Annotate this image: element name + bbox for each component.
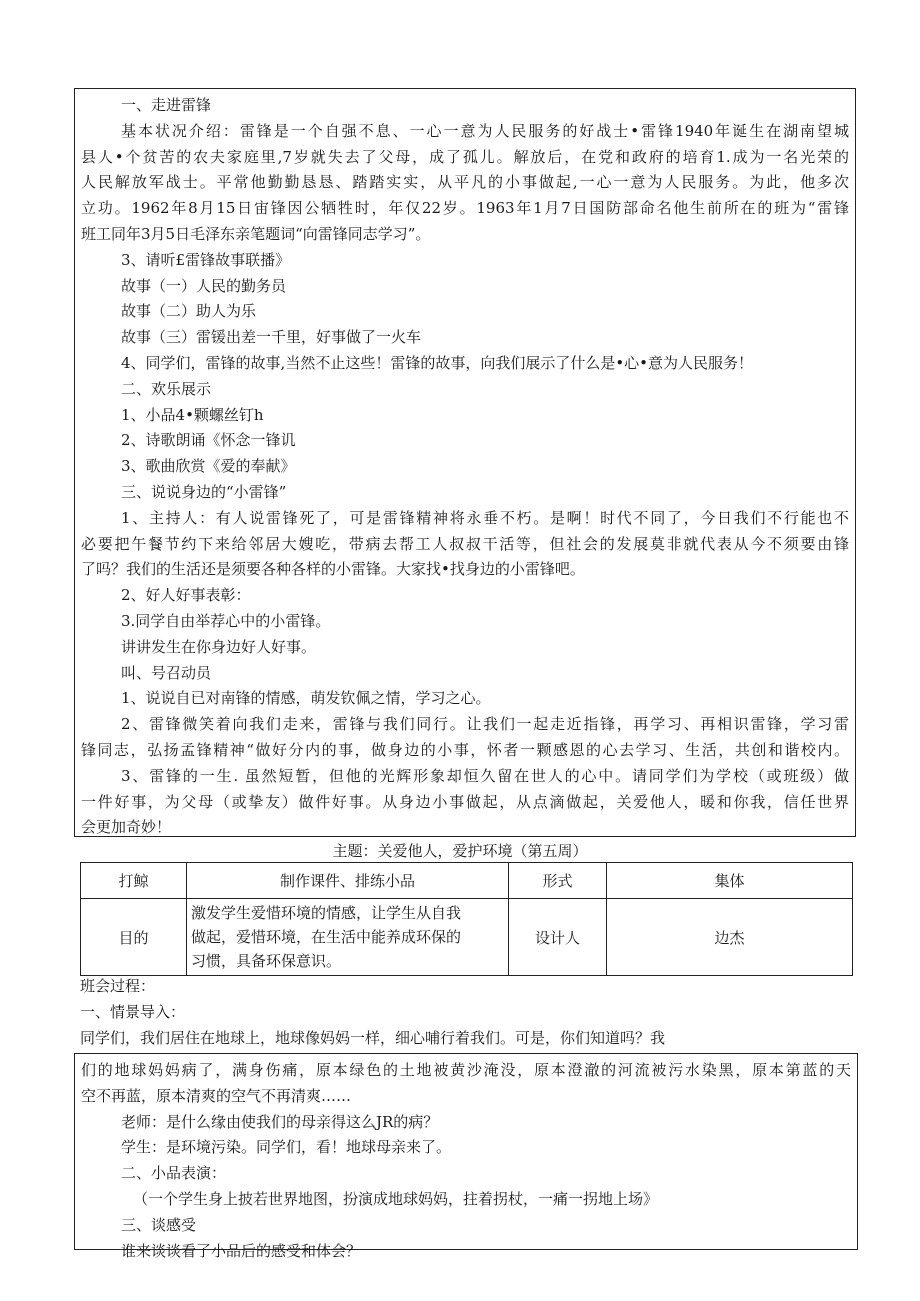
- list-item: 1、小品4•颗螺丝钉h: [121, 405, 264, 424]
- intro-heading: 一、情景导入：: [80, 1003, 186, 1021]
- list-item: 讲讲发生在你身边好人好事。: [121, 637, 317, 656]
- heading-happy-show: 二、欢乐展示: [121, 379, 212, 398]
- process-label: 班会过程：: [80, 977, 156, 995]
- list-item: 故事（一）人民的勤务员: [121, 276, 287, 295]
- table-cell: 形式: [509, 863, 607, 899]
- intro-line: 同学们，我们居住在地球上，地球像妈妈一样，细心哺行着我们。可是，你们知道吗？我: [80, 1029, 666, 1047]
- table-cell: 边杰: [607, 899, 853, 976]
- theme-title: 主题：关爱他人，爱护环境（第五周）: [332, 842, 588, 860]
- paragraph-line: 1、主持人：有人说雷锋死了，可是雷锋精神将永垂不朽。是啊！时代不同了，今日我们不行能也不: [121, 508, 849, 527]
- table-cell: 设计人: [509, 899, 607, 976]
- heading-feelings: 三、谈感受: [121, 1215, 197, 1234]
- paragraph-line: 班工同年3月5日毛泽东亲笔题词“向雷锋同志学习”。: [81, 224, 431, 243]
- paragraph-line: 会更加奇妙！: [81, 818, 172, 837]
- list-item: 3、请听£雷锋故事联播》: [121, 250, 291, 269]
- paragraph-line: 了吗？我们的生活还是须要各种各样的小雷锋。大家找•找身边的小雷锋吧。: [81, 560, 585, 579]
- table-cell: 制作课件、排练小品: [187, 863, 509, 899]
- heading-skit: 二、小品表演：: [121, 1164, 227, 1183]
- class-meeting-info-table: [80, 862, 853, 976]
- list-item: 故事（三）雷锾出差一千里，好事做了一火车: [121, 328, 422, 347]
- paragraph-line: 基本状况介绍：雷锋是一个自强不息、一心一意为人民服务的好战士•雷锋1940年诞生在湖南望城: [121, 121, 849, 140]
- earth-section-box: [74, 1053, 858, 1260]
- table-cell: 目的: [81, 899, 187, 976]
- table-cell: 集体: [607, 863, 853, 899]
- list-item: 1、说说自已对南锋的情感，萌发钦佩之情，学习之心。: [121, 689, 491, 708]
- paragraph-line: 县人•个贫苦的农夫家庭里,7岁就失去了父母，成了孤儿。解放后，在党和政府的培育1.成为一名光荣的: [81, 147, 849, 166]
- purpose-line: 激发学生爱惜环境的情感，让学生从自我: [191, 904, 462, 922]
- heading-call-to-action: 叫、号召动员: [121, 663, 212, 682]
- list-item: 故事（二）助人为乐: [121, 302, 257, 321]
- list-item: 4、同学们，雷锋的故事,当然不止这些！雷锋的故事，向我们展示了什么是•心•意为人民服务！: [121, 353, 754, 372]
- question-line: 谁来谈谈看了小品后的感受和体会？: [121, 1241, 362, 1260]
- paragraph-line: 2、雷锋微笑着向我们走来，雷锋与我们同行。让我们一起走近指锋，再学习、再相识雷锋，学习雷: [121, 715, 849, 734]
- paragraph-line: 们的地球妈妈病了，满身伤痛，原本绿色的土地被黄沙淹没，原本澄澈的河流被污水染黑，原本第蓝的天: [81, 1061, 851, 1079]
- paragraph-line: 必要把午餐节约下来给邻居大嫂吃，带病去帮工人叔叔干活等，但社会的发展莫非就代表从今不须要由锋: [81, 534, 849, 553]
- dialogue-line: 老师：是什么缘由使我们的母亲得这么JR的病？: [121, 1112, 439, 1131]
- table-row: [81, 899, 853, 976]
- list-item: 2、诗歌朗诵《怀念一锋讥: [121, 431, 296, 450]
- paragraph-line: 立功。1962年8月15日宙锋因公牺牲时，年仅22岁。1963年1月7日国防部命名他生前所在的班为“雷锋: [81, 199, 849, 218]
- purpose-line: 做起，爱惜环境，在生活中能养成环保的: [191, 928, 462, 946]
- paragraph-line: 3、雷锋的一生. 虽然短暂，但他的光辉形象却恒久留在世人的心中。请同学们为学校（或班级）做: [121, 766, 849, 785]
- paragraph-line: 人民解放军战士。平常他勤勤恳恳、踏踏实实，从平凡的小事做起,一心一意为人民服务。为此，他多次: [81, 173, 849, 192]
- list-item: 3.同学自由举荐心中的小雷锋。: [121, 611, 331, 630]
- story-section-box: [74, 88, 856, 837]
- list-item: 2、好人好事表彰：: [121, 586, 251, 605]
- purpose-line: 习惯，具备环保意识。: [191, 952, 342, 970]
- heading-approach-leifeng: 一、走进雷锋: [121, 96, 212, 114]
- list-item: 3、歌曲欣赏《爱的奉献》: [121, 457, 296, 476]
- table-row: [81, 863, 853, 899]
- stage-direction: （一个学生身上披若世界地图，扮演成地球妈妈，拄着拐杖，一痛一拐地上场》: [133, 1189, 659, 1208]
- dialogue-line: 学生：是环境污染。同学们，看！地球母亲来了。: [121, 1138, 452, 1157]
- paragraph-line: 一件好事，为父母（或挚友）做件好事。从身边小事做起，从点滴做起，关爱他人，暖和你我，信任世界: [81, 792, 849, 811]
- purpose-cell: [187, 899, 509, 976]
- heading-little-leifeng: 三、说说身边的“小雷锋”: [121, 482, 287, 501]
- paragraph-line: 锋同志，弘扬孟锋精神“做好分内的事，做身边的小事，怀者一颗感恩的心去学习、生活，共创和谐校内。: [81, 740, 849, 759]
- paragraph-line: 空不再蓝，原本清爽的空气不再清爽……: [81, 1086, 352, 1105]
- table-cell: 打鲸: [81, 863, 187, 899]
